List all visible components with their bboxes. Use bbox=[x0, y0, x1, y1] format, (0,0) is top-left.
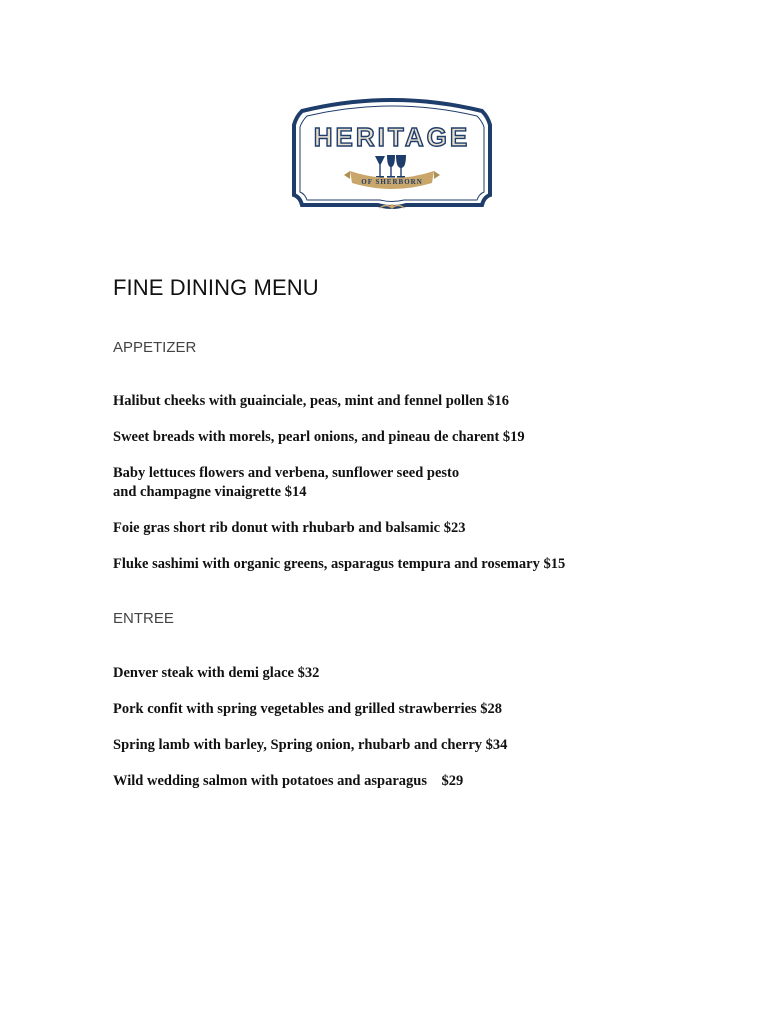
heritage-logo bbox=[292, 93, 492, 221]
menu-item: Baby lettuces flowers and verbena, sunflower seed pesto and champagne vinaigrette $14 bbox=[113, 465, 460, 500]
logo-tagline: OF SHERBORN bbox=[361, 178, 423, 186]
menu-item: Fluke sashimi with organic greens, asparagus tempura and rosemary $15 bbox=[113, 556, 566, 572]
menu-item: Halibut cheeks with guainciale, peas, mint and fennel pollen $16 bbox=[113, 393, 509, 409]
wine-glasses-icon bbox=[375, 155, 406, 178]
menu-title: FINE DINING MENU bbox=[113, 275, 319, 300]
section-heading-appetizer: APPETIZER bbox=[113, 339, 197, 356]
logo-wordmark: HERITAGE bbox=[313, 122, 471, 152]
section-heading-entree: ENTREE bbox=[113, 610, 174, 627]
menu-item: Foie gras short rib donut with rhubarb and balsamic $23 bbox=[113, 520, 466, 536]
menu-item: Spring lamb with barley, Spring onion, rhubarb and cherry $34 bbox=[113, 737, 508, 753]
menu-item: Denver steak with demi glace $32 bbox=[113, 665, 320, 681]
logo-graphic bbox=[292, 93, 492, 221]
logo-flourish-dot bbox=[390, 204, 394, 208]
menu-item: Wild wedding salmon with potatoes and asparagus $29 bbox=[113, 773, 464, 789]
menu-item: Sweet breads with morels, pearl onions, and pineau de charent $19 bbox=[113, 429, 525, 445]
menu-item: Pork confit with spring vegetables and grilled strawberries $28 bbox=[113, 701, 503, 717]
logo-outer-border bbox=[294, 100, 490, 207]
